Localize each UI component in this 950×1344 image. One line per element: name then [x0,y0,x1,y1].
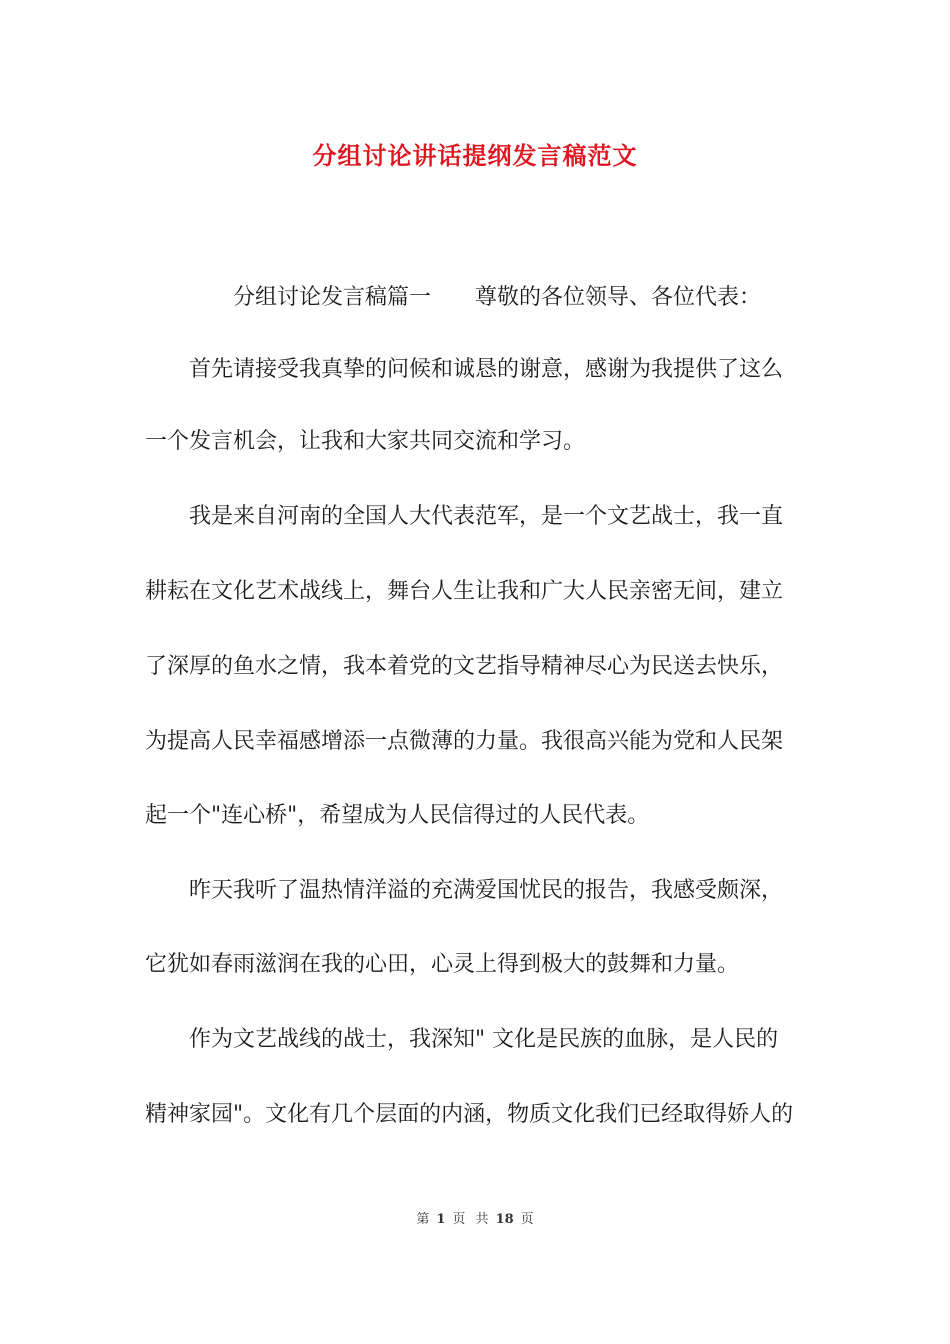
paragraph-line: 为提高人民幸福感增添一点微薄的力量。我很高兴能为党和人民架 [145,729,784,754]
footer-label-di: 第 [416,1212,430,1227]
total-pages-number: 18 [495,1212,514,1227]
paragraph-line: 昨天我听了温热情洋溢的充满爱国忧民的报告，我感受颇深， [189,878,784,903]
current-page-number: 1 [436,1212,446,1227]
paragraph-line: 起一个"连心桥"，希望成为人民信得过的人民代表。 [145,803,650,828]
document-title: 分组讨论讲话提纲发言稿范文 [312,141,638,170]
paragraph-line: 了深厚的鱼水之情，我本着党的文艺指导精神尽心为民送去快乐， [145,654,784,679]
paragraph-line: 作为文艺战线的战士，我深知" 文化是民族的血脉，是人民的 [189,1027,779,1052]
page-footer [0,1208,950,1227]
paragraph-line: 它犹如春雨滋润在我的心田，心灵上得到极大的鼓舞和力量。 [145,952,740,977]
footer-label-ye: 页 [520,1212,534,1227]
paragraph-line: 精神家园"。文化有几个层面的内涵，物质文化我们已经取得娇人的 [145,1102,794,1127]
paragraph-line: 分组讨论发言稿篇一 尊敬的各位领导、各位代表： [233,285,762,310]
paragraph-line: 耕耘在文化艺术战线上，舞台人生让我和广大人民亲密无间，建立 [145,579,784,604]
footer-label-ye: 页 [452,1212,466,1227]
paragraph-line: 首先请接受我真挚的问候和诚恳的谢意，感谢为我提供了这么 [189,357,784,382]
footer-label-gong: 共 [475,1212,489,1227]
paragraph-line: 我是来自河南的全国人大代表范军，是一个文艺战士，我一直 [189,504,784,529]
paragraph-line: 一个发言机会，让我和大家共同交流和学习。 [145,429,586,454]
